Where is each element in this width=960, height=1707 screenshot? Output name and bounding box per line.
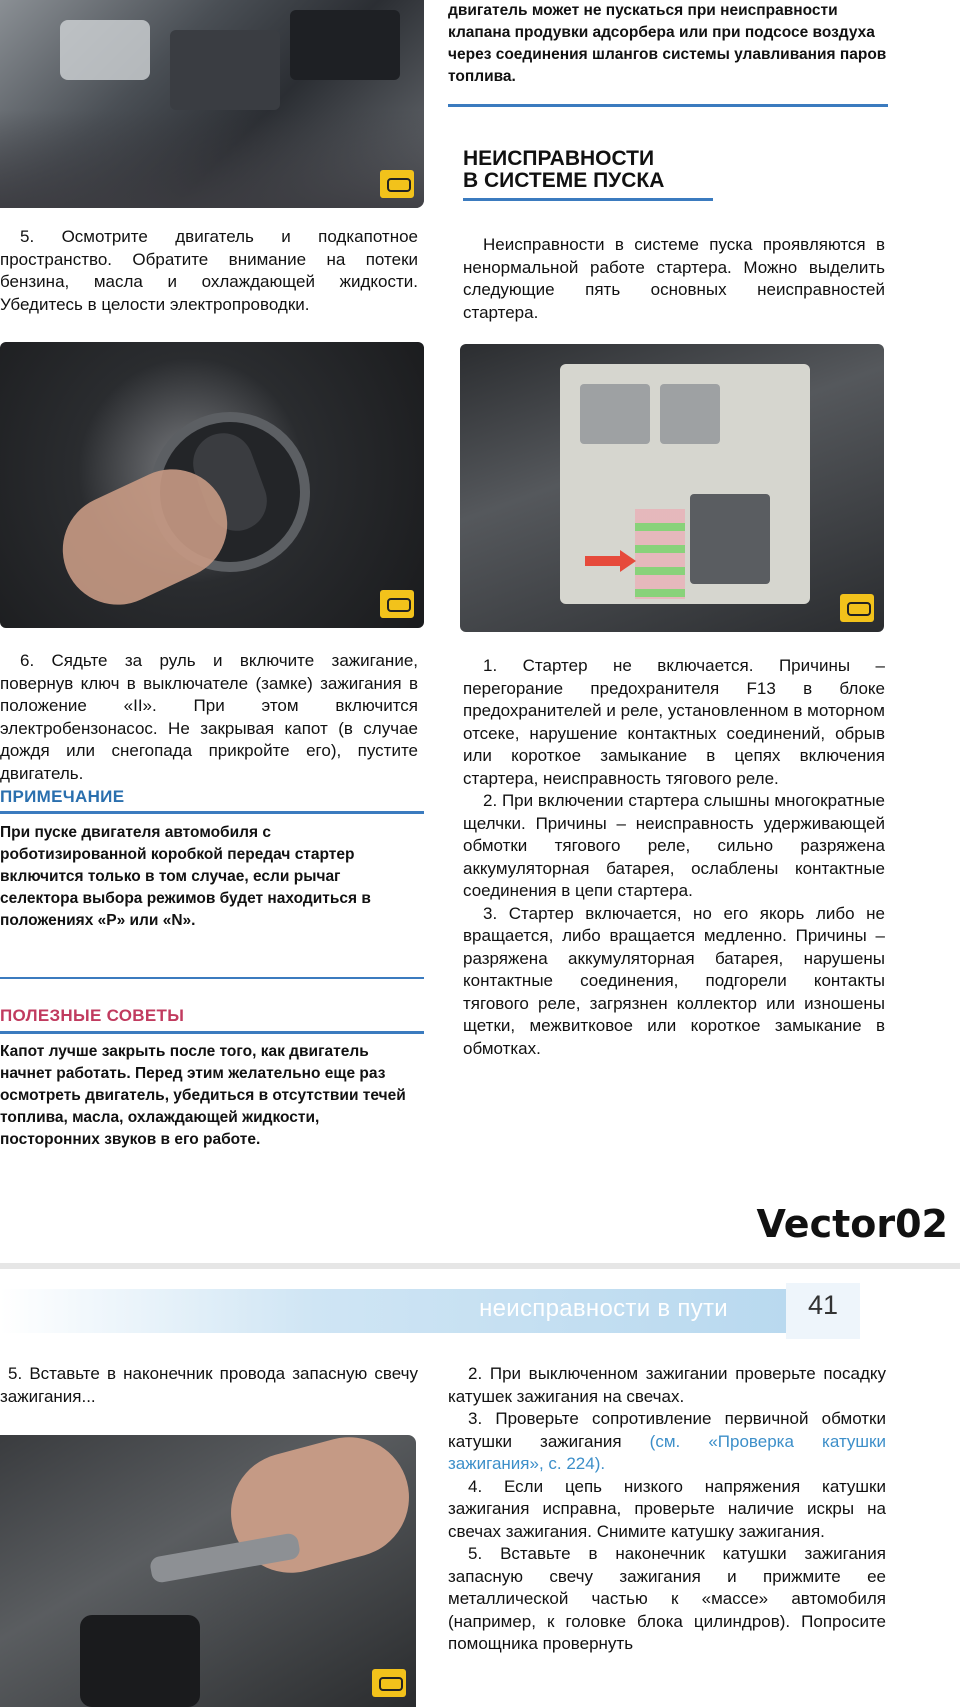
starter-fault-3: 3. Стартер включается, но его якорь либо не вращается, либо вращается медленно. Причины – разряжена аккумуляторная батарея, нарушены контактные соединения, подгорели контакты тягового реле, загрязнен коллектор или изношены щетки, межвитковое или короткое замыкание в обмотках. xyxy=(463,903,885,1058)
step-6-text: 6. Сядьте за руль и включите зажигание, повернув ключ в выключателе (замке) зажигания в положение «II». При этом включится электробензонасос. Не закрывая капот (в случае дождя или снегопада прикройте его), пустите двигатель. xyxy=(0,651,418,783)
heading-underline xyxy=(463,198,713,201)
note-heading: ПРИМЕЧАНИЕ xyxy=(0,787,125,806)
starter-fault-2: 2. При включении стартера слышны многократные щелчки. Причины – неисправность удерживающей обмотки тягового реле, сильно разряжена аккумуляторная батарея, ослаблены контактные соединения в цепи стартера. xyxy=(463,791,885,900)
watermark: Vector02 xyxy=(756,1202,948,1246)
tips-text: Капот лучше закрыть после того, как двигатель начнет работать. Перед этим желательно еще раз осмотреть двигатель, убедиться в отсутствии течей топлива, масла, охлаждающей жидкости, посторонних звуков в его работе. xyxy=(0,1043,406,1148)
car-icon xyxy=(372,1669,406,1697)
fuse-box-photo xyxy=(460,344,884,632)
page-header-title: неисправности в пути xyxy=(479,1295,728,1322)
car-icon xyxy=(840,594,874,622)
start-system-intro: Неисправности в системе пуска проявляются в ненормальной работе стартера. Можно выделить следующие пять основных неисправностей стартера. xyxy=(463,235,885,322)
note-end-divider xyxy=(0,977,424,979)
spark-plug-photo xyxy=(0,1435,416,1707)
heading-line-1: НЕИСПРАВНОСТИ xyxy=(463,147,655,170)
tips-divider xyxy=(0,1031,424,1034)
heading-line-2: В СИСТЕМЕ ПУСКА xyxy=(463,169,665,192)
adsorber-note-divider xyxy=(448,104,888,107)
spark-plug-step-5: 5. Вставьте в наконечник провода запасную свечу зажигания... xyxy=(0,1364,418,1406)
page-number: 41 xyxy=(807,1290,839,1320)
coil-step-3-text: 3. Проверьте сопротивление первичной обмотки катушки зажигания xyxy=(448,1409,886,1451)
note-text: При пуске двигателя автомобиля с роботизированной коробкой передач стартер включится только в том случае, если рычаг селектора выбора режимов будет находиться в положениях «P» или «N». xyxy=(0,824,371,929)
coil-check-link[interactable]: (см. «Проверка катушки зажигания», с. 224). xyxy=(448,1431,886,1473)
engine-bay-photo xyxy=(0,0,424,208)
ignition-key-photo xyxy=(0,342,424,628)
coil-step-2: 2. При выключенном зажигании проверьте посадку катушек зажигания на свечах. xyxy=(448,1364,886,1406)
car-icon xyxy=(380,590,414,618)
adsorber-note-text: двигатель может не пускаться при неисправности клапана продувки адсорбера или при подсосе воздуха через соединения шлангов системы улавливания паров топлива. xyxy=(448,2,887,85)
coil-step-3 xyxy=(448,1408,886,1476)
note-divider xyxy=(0,811,424,814)
tips-heading: ПОЛЕЗНЫЕ СОВЕТЫ xyxy=(0,1006,185,1025)
step-5-text: 5. Осмотрите двигатель и подкапотное пространство. Обратите внимание на потеки бензина, масла и охлаждающей жидкости. Убедитесь в целости электропроводки. xyxy=(0,227,418,314)
car-icon xyxy=(380,170,414,198)
starter-fault-1: 1. Стартер не включается. Причины – перегорание предохранителя F13 в блоке предохранителей и реле, установленном в моторном отсеке, нарушение контактных соединений, обрыв или короткое замыкание в цепях включения стартера, неисправность тягового реле. xyxy=(463,656,885,788)
coil-step-4: 4. Если цепь низкого напряжения катушки зажигания исправна, проверьте наличие искры на свечах зажигания. Снимите катушку зажигания. xyxy=(448,1476,886,1541)
coil-step-5: 5. Вставьте в наконечник катушки зажигания запасную свечу зажигания и прижмите ее металлической частью к «массе» автомобиля (например, к головке блока цилиндров). Попросите помощника провернуть xyxy=(448,1544,886,1653)
page-separator xyxy=(0,1263,960,1269)
arrow-pointer xyxy=(585,556,625,566)
start-system-heading xyxy=(463,148,664,192)
